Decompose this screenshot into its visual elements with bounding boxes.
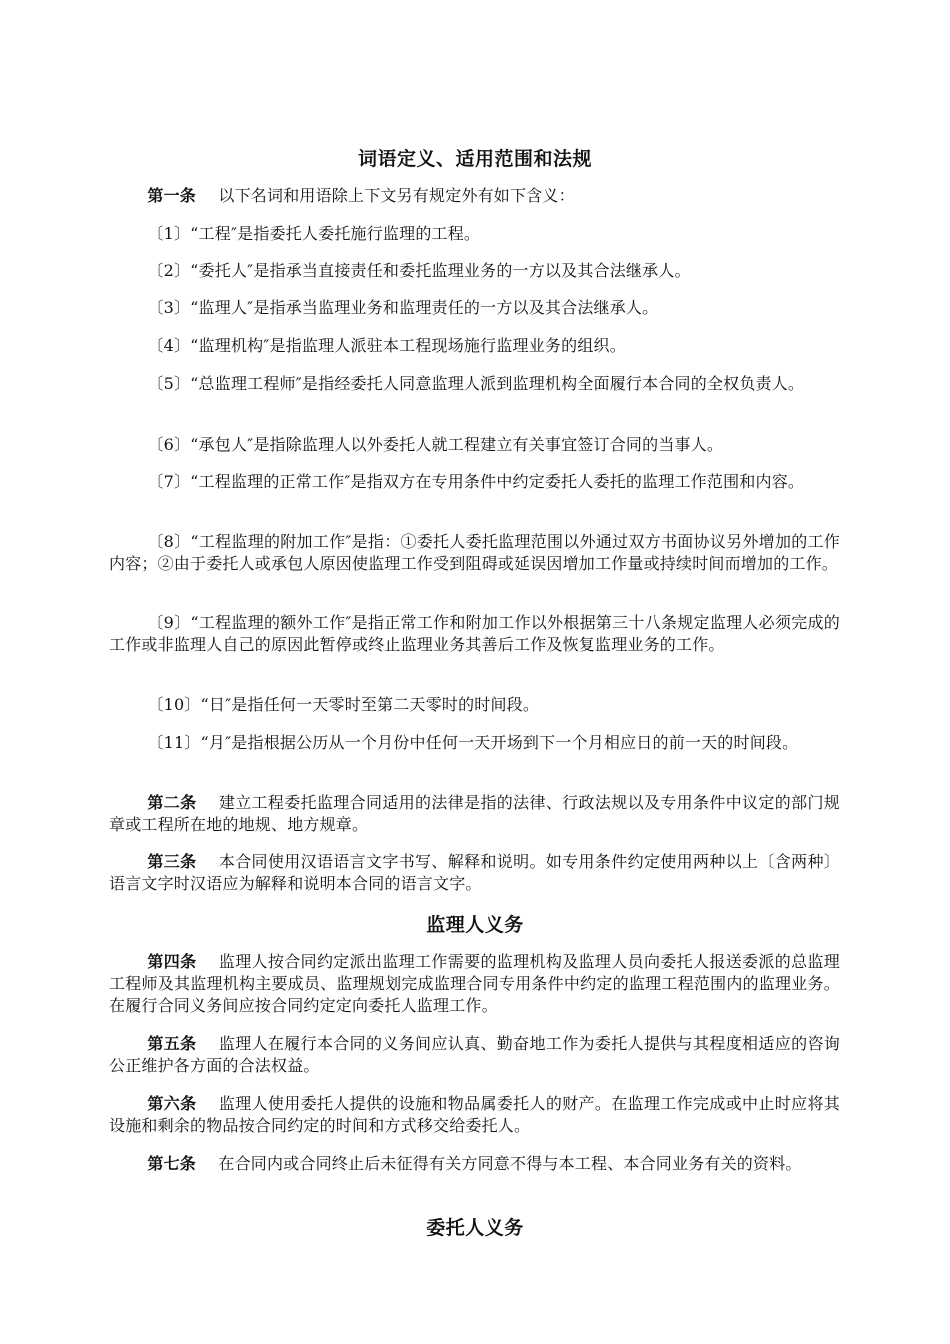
article-text: 在合同内或合同终止后未征得有关方同意不得与本工程、本合同业务有关的资料。 xyxy=(218,1154,802,1173)
definition-5: 〔5〕“总监理工程师″是指经委托人同意监理人派到监理机构全面履行本合同的全权负责人。 xyxy=(147,374,805,393)
article-label: 第四条 xyxy=(147,952,197,971)
article-text: 监理人使用委托人提供的设施和物品属委托人的财产。在监理工作完成或中止时应将其设施和剩余的物品按合同约定的时间和方式移交给委托人。 xyxy=(109,1094,840,1135)
article-6 xyxy=(109,1093,840,1137)
article-label: 第二条 xyxy=(147,793,197,812)
definition-8: 〔8〕“工程监理的附加工作″是指：①委托人委托监理范围以外通过双方书面协议另外增加的工作内容；②由于委托人或承包人原因使监理工作受到阻碍或延误因增加工作量或持续时间而增加的工作。 xyxy=(109,532,840,573)
article-text: 监理人在履行本合同的义务间应认真、勤奋地工作为委托人提供与其程度相适应的咨询公正维护各方面的合法权益。 xyxy=(109,1034,840,1075)
article-2 xyxy=(109,792,840,836)
article-1 xyxy=(109,185,840,207)
section-heading-definitions: 词语定义、适用范围和法规 xyxy=(357,148,592,170)
article-5 xyxy=(109,1033,840,1077)
article-label: 第三条 xyxy=(147,852,197,871)
definition-1: 〔1〕“工程″是指委托人委托施行监理的工程。 xyxy=(147,224,481,243)
article-text: 以下名词和用语除上下文另有规定外有如下含义： xyxy=(218,186,575,205)
article-4 xyxy=(109,951,840,1017)
article-text: 监理人按合同约定派出监理工作需要的监理机构及监理人员向委托人报送委派的总监理工程师及其监理机构主要成员、监理规划完成监理合同专用条件中约定的监理工程范围内的监理业务。在履行合同义务间应按合同约定定向委托人监理工作。 xyxy=(109,952,840,1015)
article-3 xyxy=(109,851,840,895)
article-label: 第五条 xyxy=(147,1034,197,1053)
definition-7: 〔7〕“工程监理的正常工作″是指双方在专用条件中约定委托人委托的监理工作范围和内容。 xyxy=(147,472,805,491)
definition-3: 〔3〕“监理人″是指承当监理业务和监理责任的一方以及其合法继承人。 xyxy=(147,298,659,317)
article-text: 本合同使用汉语语言文字书写、解释和说明。如专用条件约定使用两种以上〔含两种〕语言文字时汉语应为解释和说明本合同的语言文字。 xyxy=(109,852,840,893)
article-label: 第七条 xyxy=(147,1154,196,1173)
definition-2: 〔2〕“委托人″是指承当直接责任和委托监理业务的一方以及其合法继承人。 xyxy=(147,261,691,280)
definition-4: 〔4〕“监理机构″是指监理人派驻本工程现场施行监理业务的组织。 xyxy=(147,336,626,355)
definition-6: 〔6〕“承包人″是指除监理人以外委托人就工程建立有关事宜签订合同的当事人。 xyxy=(147,435,724,454)
article-label: 第六条 xyxy=(147,1094,197,1113)
section-heading-client-obligations: 委托人义务 xyxy=(426,1217,524,1239)
definition-10: 〔10〕“日″是指任何一天零时至第二天零时的时间段。 xyxy=(147,695,540,714)
definition-11: 〔11〕“月″是指根据公历从一个月份中任何一天开场到下一个月相应日的前一天的时间段。 xyxy=(147,733,799,752)
section-heading-supervisor-obligations: 监理人义务 xyxy=(426,914,524,936)
article-text: 建立工程委托监理合同适用的法律是指的法律、行政法规以及专用条件中议定的部门规章或工程所在地的地规、地方规章。 xyxy=(109,793,840,834)
article-7 xyxy=(109,1153,840,1175)
definition-9: 〔9〕“工程监理的额外工作″是指正常工作和附加工作以外根据第三十八条规定监理人必须完成的工作或非监理人自己的原因此暂停或终止监理业务其善后工作及恢复监理业务的工作。 xyxy=(109,613,840,654)
article-label: 第一条 xyxy=(147,186,196,205)
